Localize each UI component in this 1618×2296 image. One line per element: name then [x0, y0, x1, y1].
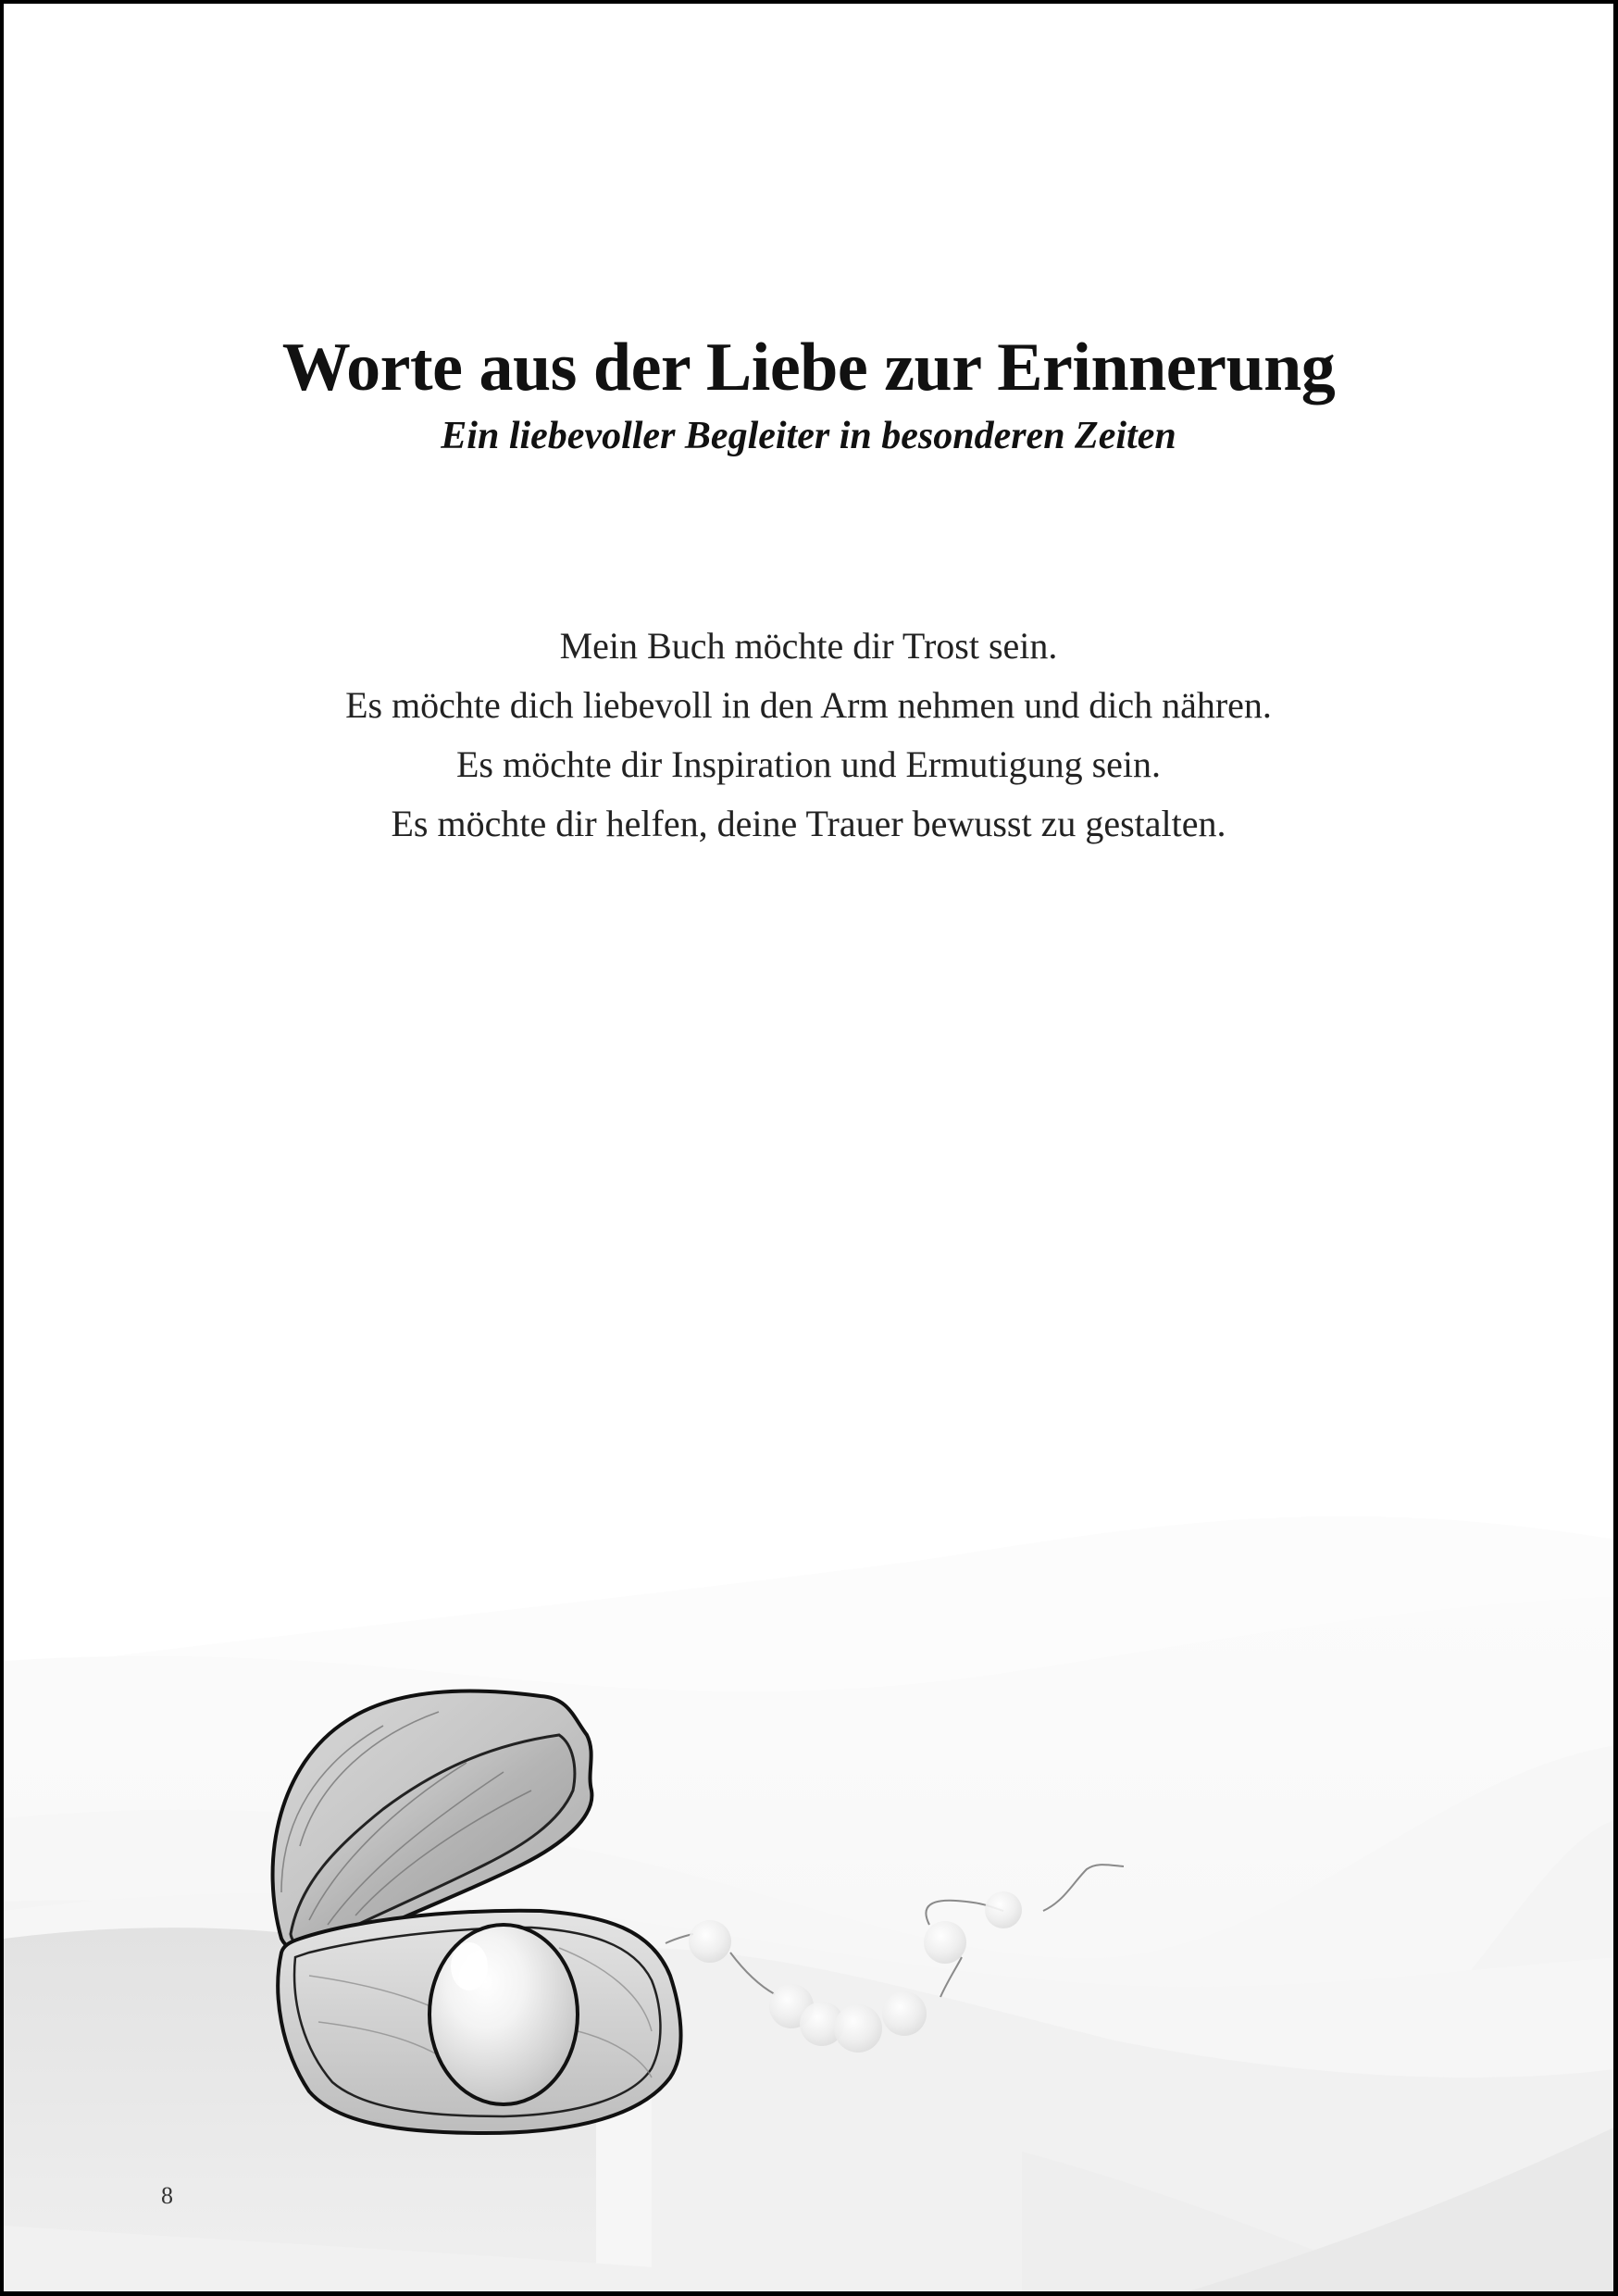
- pearl-beads: [689, 1891, 1022, 2053]
- text-line: Es möchte dich liebevoll in den Arm nehmen und dich nähren.: [345, 684, 1272, 726]
- text-line: Es möchte dir Inspiration und Ermutigung sein.: [456, 743, 1161, 785]
- shell-pearl-illustration: [4, 4, 1618, 2296]
- text-line: Mein Buch möchte dir Trost sein.: [559, 625, 1058, 667]
- page-title: Worte aus der Liebe zur Erinnerung: [281, 330, 1336, 406]
- text-line: Es möchte dir helfen, deine Trauer bewusst zu gestalten.: [391, 803, 1226, 844]
- pearl: [429, 1925, 578, 2104]
- page-number: 8: [161, 2182, 173, 2209]
- pearl-string: [666, 1865, 1124, 1997]
- page-subtitle: Ein liebevoller Begleiter in besonderen Zeiten: [441, 415, 1176, 457]
